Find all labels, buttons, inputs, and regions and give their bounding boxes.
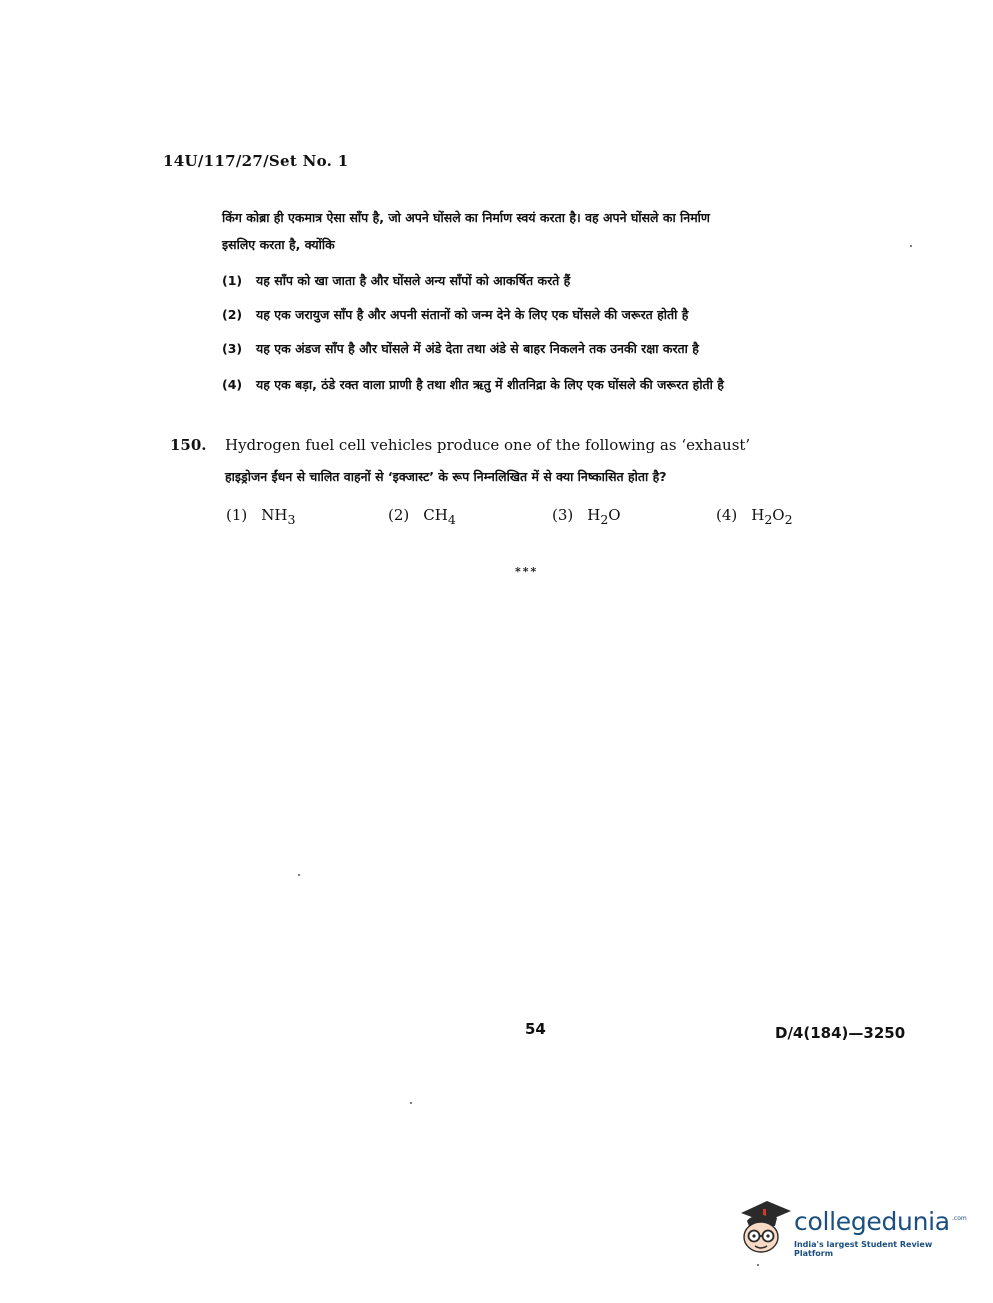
question-text-english: Hydrogen fuel cell vehicles produce one of the following as ‘exhaust’ <box>225 436 751 454</box>
option-text: यह एक बड़ा, ठंडे रक्त वाला प्राणी है तथा शीत ऋतु में शीतनिद्रा के लिए एक घोंसले की जरूरत होती है <box>256 377 724 392</box>
question-number: 150. <box>170 436 207 454</box>
option-text: यह साँप को खा जाता है और घोंसले अन्य साँपों को आकर्षित करते हैं <box>256 273 571 288</box>
choice-formula-sub: 2 <box>600 512 609 527</box>
option-number: (3) <box>222 341 243 356</box>
scan-speck <box>757 1264 759 1266</box>
choice-formula-base: CH <box>423 506 448 524</box>
print-code: D/4(184)—3250 <box>775 1024 906 1042</box>
choice-formula-base2: O <box>608 506 621 524</box>
previous-option-4 <box>222 376 724 393</box>
choice-formula-sub2: 2 <box>784 512 793 527</box>
choice-formula-base: H <box>751 506 765 524</box>
choice-formula-sub: 2 <box>764 512 773 527</box>
logo-suffix: .com <box>952 1215 967 1222</box>
choice-formula-sub: 4 <box>447 512 456 527</box>
answer-choice-4 <box>716 506 793 527</box>
scan-speck <box>298 874 300 876</box>
choice-formula-base: NH <box>261 506 288 524</box>
choice-formula-base: H <box>587 506 601 524</box>
scan-speck <box>410 1102 412 1104</box>
choice-number: (2) <box>388 506 410 524</box>
exam-set-code: 14U/117/27/Set No. 1 <box>163 152 349 170</box>
choice-number: (1) <box>226 506 248 524</box>
previous-option-3 <box>222 340 699 357</box>
choice-number: (4) <box>716 506 738 524</box>
option-number: (1) <box>222 273 243 288</box>
answer-choice-3 <box>552 506 621 527</box>
option-text: यह एक जरायुज साँप है और अपनी संतानों को जन्म देने के लिए एक घोंसले की जरूरत होती है <box>256 307 689 322</box>
answer-choice-2 <box>388 506 456 527</box>
collegedunia-logo <box>737 1195 967 1260</box>
previous-question-text-line1: किंग कोब्रा ही एकमात्र ऐसा साँप है, जो अपने घोंसले का निर्माण स्वयं करता है। वह अपने घोंसले का निर्माण <box>222 210 710 225</box>
previous-option-1 <box>222 272 570 289</box>
option-number: (2) <box>222 307 243 322</box>
logo-tagline: India's largest Student Review Platform <box>794 1240 933 1258</box>
scan-speck <box>910 245 912 247</box>
answer-choice-1 <box>226 506 295 527</box>
option-number: (4) <box>222 377 243 392</box>
page-number: 54 <box>525 1020 546 1038</box>
logo-wordmark: collegedunia <box>794 1207 950 1236</box>
option-text: यह एक अंडज साँप है और घोंसले में अंडे देता तथा अंडे से बाहर निकलने तक उनकी रक्षा करता है <box>256 341 699 356</box>
end-marker: *** <box>515 565 539 578</box>
previous-question-text-line2: इसलिए करता है, क्योंकि <box>222 237 335 252</box>
choice-formula-base2: O <box>772 506 785 524</box>
graduate-mascot-icon <box>737 1195 793 1255</box>
question-text-hindi: हाइड्रोजन ईंधन से चालित वाहनों से ‘इक्जास्ट’ के रूप निम्नलिखित में से क्या निष्कासित होता है? <box>225 469 667 484</box>
choice-formula-sub: 3 <box>287 512 296 527</box>
previous-option-2 <box>222 306 688 323</box>
choice-number: (3) <box>552 506 574 524</box>
